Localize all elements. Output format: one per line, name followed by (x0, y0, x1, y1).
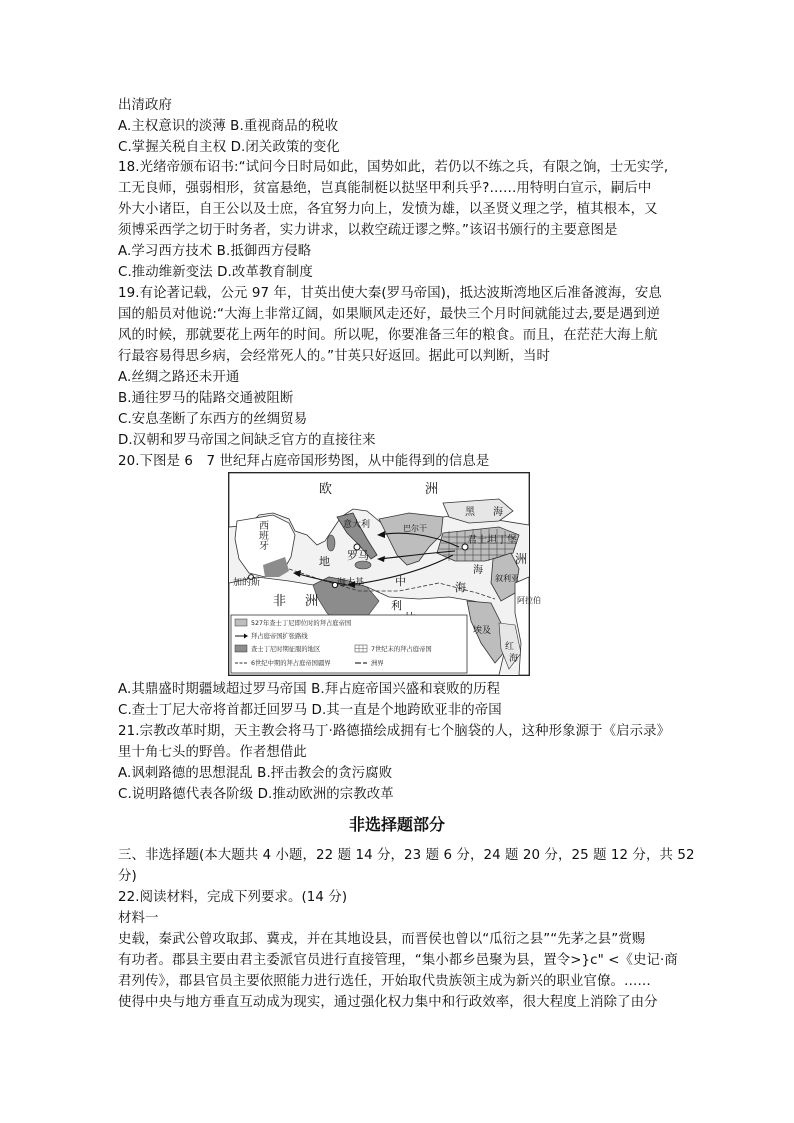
q18-stem: 外大小诸臣，自王公以及士庶，各宜努力向上，发愤为雄，以圣贤义理之学，植其根本，又 (118, 202, 658, 217)
map-label-spain: 班 (259, 531, 269, 542)
byzantine-map (228, 472, 541, 676)
material-text: 有功者。郡县主要由君主委派官员进行直接管理，“集小都乡邑聚为县，置令>}c" <《史记·商 (118, 953, 678, 968)
legend-item: 洲界 (371, 660, 384, 667)
q22-stem: 22.阅读材料，完成下列要求。(14 分) (118, 890, 348, 905)
legend-item: 6世纪中期的拜占庭帝国疆界 (251, 660, 331, 667)
map-label-sea: 中 (395, 575, 406, 588)
q18-option-cd: C.推动维新变法 D.改革教育制度 (118, 265, 313, 280)
q19-stem: 19.有论著记载，公元 97 年，甘英出使大秦(罗马帝国)，抵达波斯湾地区后准备渡海，安息 (118, 286, 662, 301)
q18-option-ab: A.学习西方技术 B.抵御西方侵略 (118, 244, 312, 259)
text-line: 出清政府 (118, 98, 172, 113)
map-label-egypt: 埃及 (473, 626, 492, 636)
q21-option-ab: A.讽刺路德的思想混乱 B.抨击教会的贪污腐败 (118, 766, 393, 781)
map-label-black-sea: 海 (493, 507, 503, 518)
q20-option-ab: A.其鼎盛时期疆域超过罗马帝国 B.拜占庭帝国兴盛和衰败的历程 (118, 682, 501, 697)
map-label-rome: 罗马 (347, 549, 369, 562)
map-label-balkan: 巴尔干 (403, 524, 427, 533)
legend-item: 527年查士丁尼即位时的拜占庭帝国 (251, 620, 352, 627)
q21-option-cd: C.说明路德代表各阶级 D.推动欧洲的宗教改革 (118, 787, 394, 802)
map-label-libya: 利 (391, 599, 402, 612)
material-heading: 材料一 (118, 911, 159, 926)
map-label-africa: 非 (273, 594, 287, 609)
section-instructions: 三、非选择题(本大题共 4 小题，22 题 14 分，23 题 6 分，24 题 20 分，25 题 12 分，共 52 (118, 848, 695, 863)
q17-option-ab: A.主权意识的淡薄 B.重视商品的税收 (118, 119, 339, 134)
map-label-europe: 欧 (319, 482, 333, 497)
map-label-spain: 牙 (259, 541, 269, 552)
q19-stem: 国的船员对他说:“大海上非常辽阔，如果顺风走还好，最快三个月时间就能过去,要是遇到逆 (118, 307, 661, 322)
map-label-sea: 地 (319, 555, 330, 568)
q19-option-d: D.汉朝和罗马帝国之间缺乏官方的直接往来 (118, 433, 376, 448)
legend-item: 查士丁尼时期征服的地区 (251, 646, 321, 653)
map-legend (231, 615, 467, 673)
map-label-carthage: 迦太基 (337, 578, 365, 588)
q21-stem: 21.宗教改革时期，天主教会将马丁·路德描绘成拥有七个脑袋的人，这种形象源于《启示录》 (118, 724, 671, 739)
map-label-cadiz: 加的斯 (233, 578, 261, 588)
map-label-italy: 意大利 (343, 520, 371, 530)
map-label-africa: 洲 (305, 594, 319, 609)
map-label-asia: 洲 (515, 552, 528, 566)
q18-stem: 须博采西学之切于时务者，实力讲求，以救空疏迂谬之弊。”该诏书颁行的主要意图是 (118, 223, 618, 238)
section-instructions: 分) (118, 869, 137, 884)
q18-stem: 18.光绪帝颁布诏书:“试问今日时局如此，国势如此，若仍以不练之兵，有限之饷，士无实学, (118, 160, 669, 175)
q21-stem: 里十角七头的野兽。作者想借此 (118, 745, 307, 760)
map-label-red-sea: 红 (505, 642, 515, 652)
map-svg (229, 473, 541, 675)
material-text: 使得中央与地方垂直互动成为现实，通过强化权力集中和行政效率，很大程度上消除了由分 (118, 995, 658, 1010)
map-label-sea: 海 (455, 581, 466, 594)
map-label-spain: 西 (259, 521, 269, 532)
q19-option-b: B.通往罗马的陆路交通被阻断 (118, 391, 294, 406)
q19-stem: 风的时候，那就要花上两年的时间。所以呢，你要准备三年的粮食。而且，在茫茫大海上航 (118, 328, 658, 343)
map-label-sea: 海 (473, 565, 483, 576)
map-label-red-sea: 海 (509, 654, 519, 664)
q20-stem: 20.下图是 6 7 世纪拜占庭帝国形势图，从中能得到的信息是 (118, 454, 490, 469)
legend-item: 拜占庭帝国扩张路线 (251, 633, 308, 640)
section-title: 非选择题部分 (348, 815, 445, 834)
material-text: 史载，秦武公曾攻取邽、冀戎，并在其地设县，而晋侯也曾以“瓜衍之县”“先茅之县”赏赐 (118, 932, 646, 947)
map-label-constantinople: 君士坦丁堡 (467, 535, 517, 546)
q19-option-a: A.丝绸之路还未开通 (118, 370, 240, 385)
map-label-arabia: 阿拉伯 (517, 596, 541, 605)
q18-stem: 工无良师，强弱相形，贫富悬绝，岂真能制梃以挞坚甲利兵乎?……用特明白宣示，嗣后中 (118, 181, 652, 196)
q19-stem: 行最容易得思乡病，会经常死人的。”甘英只好返回。据此可以判断，当时 (118, 349, 551, 364)
legend-item: 7世纪末的拜占庭帝国 (371, 646, 432, 653)
q19-option-c: C.安息垄断了东西方的丝绸贸易 (118, 412, 308, 427)
map-label-black-sea: 黑 (465, 507, 475, 518)
q20-option-cd: C.查士丁尼大帝将首都迁回罗马 D.其一直是个地跨欧亚非的帝国 (118, 703, 502, 718)
map-label-europe: 洲 (425, 482, 439, 497)
material-text: 君列传》，郡县官员主要依照能力进行选任，开始取代贵族领主成为新兴的职业官僚。…… (118, 974, 651, 989)
map-label-syria: 叙利亚 (495, 574, 519, 583)
q17-option-cd: C.掌握关税自主权 D.闭关政策的变化 (118, 140, 340, 155)
